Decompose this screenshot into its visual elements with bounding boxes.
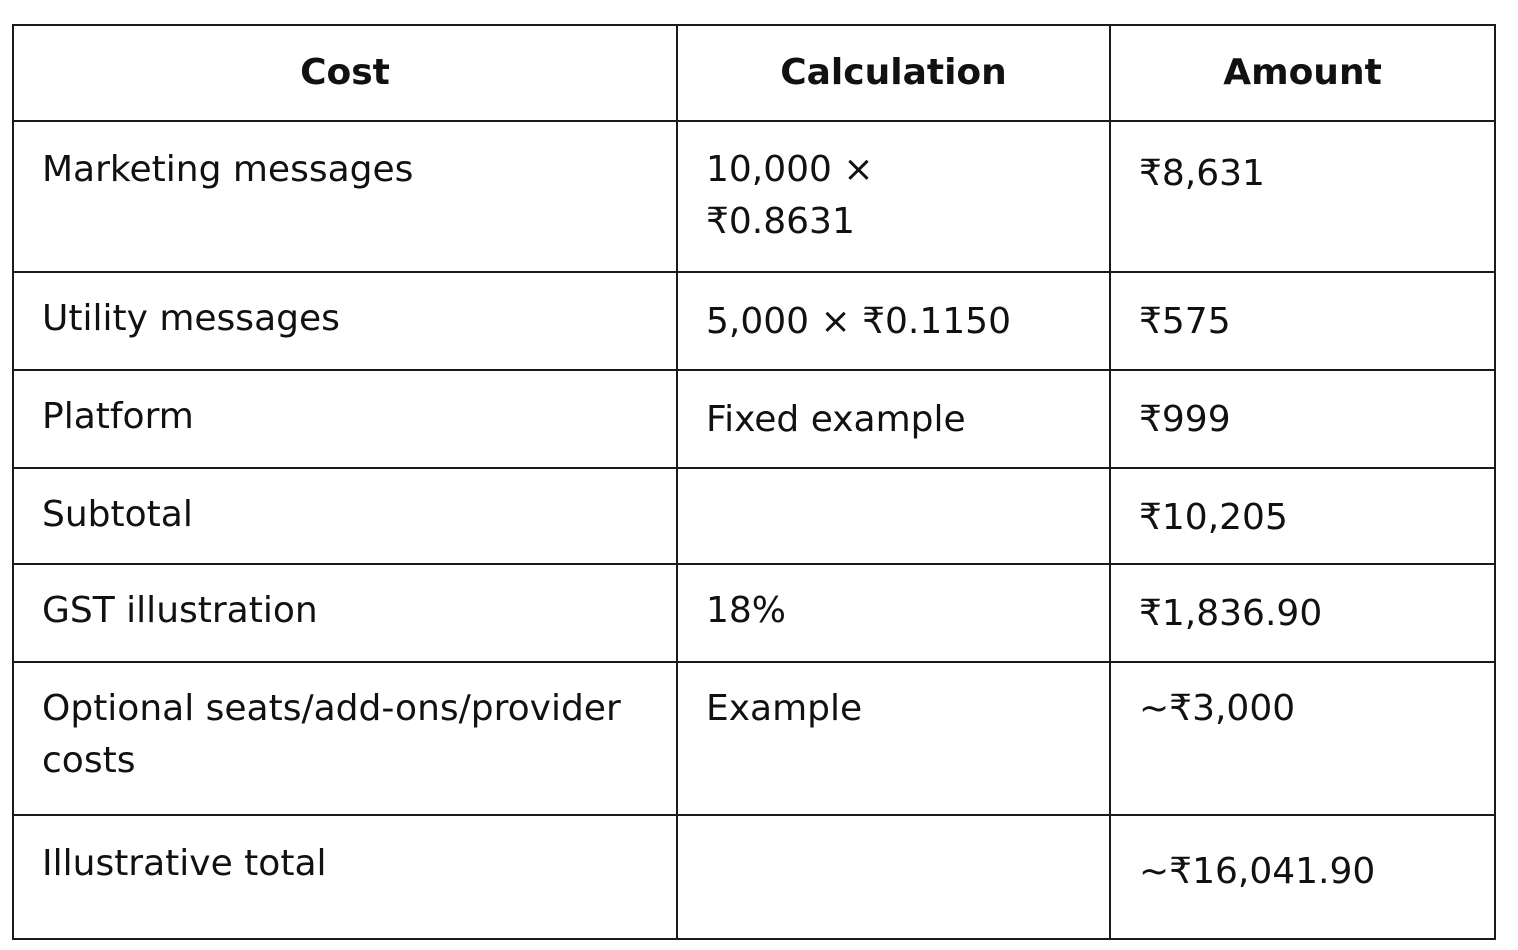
amount-cell: ₹1,836.90: [1110, 564, 1495, 662]
column-header-cost: Cost: [13, 25, 677, 121]
cost-cell: Platform: [13, 370, 677, 468]
total-amount: ~₹16,041.90: [1110, 815, 1495, 939]
table-row: [13, 272, 1495, 370]
cost-table: [12, 24, 1496, 940]
total-label: Illustrative total: [13, 815, 677, 939]
subtotal-label: Subtotal: [13, 468, 677, 564]
amount-cell: ₹575: [1110, 272, 1495, 370]
table-row: [13, 662, 1495, 815]
table-row: [13, 370, 1495, 468]
calculation-cell: [677, 468, 1110, 564]
column-header-amount: Amount: [1110, 25, 1495, 121]
cost-cell: GST illustration: [13, 564, 677, 662]
calculation-cell: Example: [677, 662, 1110, 815]
cost-cell: Utility messages: [13, 272, 677, 370]
table-row: [13, 121, 1495, 272]
calculation-cell: Fixed example: [677, 370, 1110, 468]
cost-cell: Optional seats/add-ons/provider costs: [13, 662, 677, 815]
subtotal-amount: ₹10,205: [1110, 468, 1495, 564]
amount-cell: ~₹3,000: [1110, 662, 1495, 815]
table-row: [13, 564, 1495, 662]
calculation-cell: 5,000 × ₹0.1150: [677, 272, 1110, 370]
table-header-row: [13, 25, 1495, 121]
table-row-total: [13, 815, 1495, 939]
calculation-cell: 18%: [677, 564, 1110, 662]
calculation-cell: [677, 815, 1110, 939]
column-header-calculation: Calculation: [677, 25, 1110, 121]
amount-cell: ₹999: [1110, 370, 1495, 468]
calculation-cell: 10,000 × ₹0.8631: [677, 121, 1110, 272]
cost-cell: Marketing messages: [13, 121, 677, 272]
table-row-subtotal: [13, 468, 1495, 564]
amount-cell: ₹8,631: [1110, 121, 1495, 272]
